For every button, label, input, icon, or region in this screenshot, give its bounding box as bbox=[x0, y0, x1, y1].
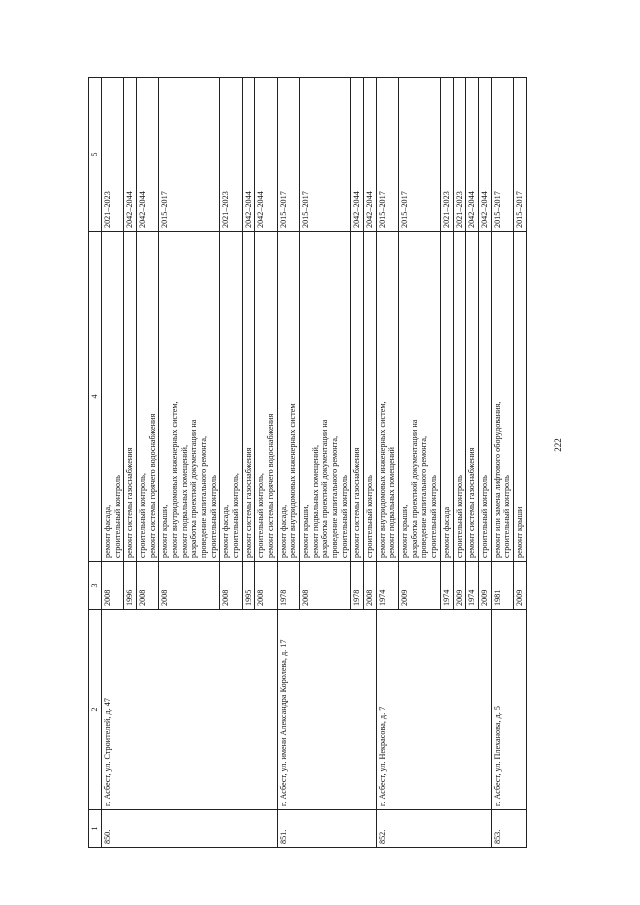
repair-work-item: проведение капитального ремонта, bbox=[199, 435, 209, 558]
repair-work-item: строительный контроль bbox=[502, 475, 512, 558]
repair-work-list bbox=[159, 232, 220, 562]
commission-year: 2008 bbox=[364, 562, 377, 610]
table-row bbox=[376, 78, 398, 848]
repair-work-list bbox=[137, 232, 159, 562]
repair-period: 2015–2017 bbox=[300, 78, 351, 232]
repair-work-item: разработка проектной документации на bbox=[409, 419, 419, 558]
column-header: 2 bbox=[89, 610, 102, 810]
repair-work-item: ремонт внутридомовых инженерных систем, bbox=[377, 401, 387, 558]
repair-work-item: ремонт крыши, bbox=[160, 504, 170, 558]
repair-work-list bbox=[440, 232, 453, 562]
commission-year: 2009 bbox=[513, 562, 526, 610]
repair-work-item: строительный контроль, bbox=[138, 473, 148, 558]
header-row bbox=[89, 78, 102, 848]
repair-work-item: ремонт подвальных помещений bbox=[387, 447, 397, 558]
repair-work-item: ремонт внутридомовых инженерных систем bbox=[288, 403, 298, 558]
object-address: г. Асбест, ул. Плеханова, д. 5 bbox=[491, 610, 526, 810]
commission-year: 2009 bbox=[453, 562, 466, 610]
table-row bbox=[277, 78, 299, 848]
object-number: 851. bbox=[277, 810, 376, 848]
repair-work-item: строительный контроль bbox=[339, 475, 349, 558]
object-address: г. Асбест, ул. Некрасова, д. 7 bbox=[376, 610, 491, 810]
repair-work-list bbox=[491, 232, 513, 562]
repair-period: 2042–2044 bbox=[351, 78, 364, 232]
object-number: 852. bbox=[376, 810, 491, 848]
repair-work-item: ремонт крыши, bbox=[301, 504, 311, 558]
repair-work-item: ремонт системы газоснабжения bbox=[467, 447, 477, 558]
repair-period: 2042–2044 bbox=[478, 78, 491, 232]
repair-work-list bbox=[220, 232, 242, 562]
repair-period: 2015–2017 bbox=[491, 78, 513, 232]
repair-work-item: строительный контроль bbox=[112, 475, 122, 558]
commission-year: 1978 bbox=[351, 562, 364, 610]
repair-work-item: строительный контроль bbox=[208, 475, 218, 558]
table-row bbox=[102, 78, 124, 848]
repair-work-item: ремонт подвальных помещений, bbox=[310, 445, 320, 558]
repair-work-item: строительный контроль, bbox=[256, 473, 266, 558]
repair-work-list bbox=[364, 232, 377, 562]
repair-work-list bbox=[277, 232, 299, 562]
repair-work-item: ремонт фасада bbox=[441, 506, 451, 558]
column-header: 1 bbox=[89, 810, 102, 848]
repair-work-item: ремонт внутридомовых инженерных систем, bbox=[170, 401, 180, 558]
repair-work-list bbox=[102, 232, 124, 562]
repair-period: 2021–2023 bbox=[440, 78, 453, 232]
repair-work-item: разработка проектной документации на bbox=[320, 419, 330, 558]
repair-work-item: проведение капитального ремонта, bbox=[419, 435, 429, 558]
commission-year: 2008 bbox=[102, 562, 124, 610]
repair-work-item: проведение капитального ремонта, bbox=[330, 435, 340, 558]
commission-year: 1974 bbox=[376, 562, 398, 610]
repair-work-list bbox=[124, 232, 137, 562]
object-address: г. Асбест, ул. имени Александра Королева, д. 17 bbox=[277, 610, 376, 810]
column-header: 4 bbox=[89, 232, 102, 562]
repair-work-item: ремонт фасада, bbox=[221, 504, 231, 558]
repair-work-item: ремонт системы горячего водоснабжения bbox=[266, 413, 276, 558]
repair-work-list bbox=[242, 232, 255, 562]
repair-work-list bbox=[478, 232, 491, 562]
commission-year: 2009 bbox=[478, 562, 491, 610]
repair-schedule-table bbox=[88, 77, 527, 848]
repair-period: 2021–2023 bbox=[102, 78, 124, 232]
commission-year: 2008 bbox=[137, 562, 159, 610]
repair-work-list bbox=[300, 232, 351, 562]
repair-period: 2042–2044 bbox=[124, 78, 137, 232]
object-number: 850. bbox=[102, 810, 278, 848]
table-body bbox=[102, 78, 527, 848]
repair-work-list bbox=[376, 232, 398, 562]
repair-work-item: ремонт или замена лифтового оборудования, bbox=[492, 401, 502, 558]
object-address: г. Асбест, ул. Строителей, д. 47 bbox=[102, 610, 278, 810]
repair-work-list bbox=[513, 232, 526, 562]
repair-work-list bbox=[453, 232, 466, 562]
repair-work-list bbox=[351, 232, 364, 562]
repair-work-item: ремонт фасада, bbox=[103, 504, 112, 558]
commission-year: 2008 bbox=[255, 562, 277, 610]
repair-work-item: ремонт крыши, bbox=[400, 504, 410, 558]
commission-year: 1996 bbox=[124, 562, 137, 610]
commission-year: 1981 bbox=[491, 562, 513, 610]
repair-work-item: строительный контроль bbox=[479, 475, 489, 558]
repair-period: 2021–2023 bbox=[220, 78, 242, 232]
commission-year: 1974 bbox=[440, 562, 453, 610]
repair-work-item: ремонт подвальных помещений, bbox=[179, 445, 189, 558]
repair-period: 2042–2044 bbox=[255, 78, 277, 232]
repair-work-item: ремонт системы газоснабжения bbox=[243, 447, 253, 558]
commission-year: 1974 bbox=[466, 562, 479, 610]
table-row bbox=[491, 78, 513, 848]
repair-period: 2015–2017 bbox=[513, 78, 526, 232]
repair-period: 2015–2017 bbox=[277, 78, 299, 232]
column-header: 5 bbox=[89, 78, 102, 232]
repair-work-item: ремонт системы горячего водоснабжения bbox=[147, 413, 157, 558]
repair-period: 2042–2044 bbox=[364, 78, 377, 232]
commission-year: 2008 bbox=[220, 562, 242, 610]
repair-period: 2042–2044 bbox=[466, 78, 479, 232]
page-number: 222 bbox=[553, 438, 563, 452]
repair-work-item: ремонт крыши bbox=[514, 506, 524, 558]
repair-work-item: ремонт системы газоснабжения bbox=[125, 447, 135, 558]
commission-year: 2009 bbox=[399, 562, 441, 610]
repair-work-item: разработка проектной документации на bbox=[189, 419, 199, 558]
repair-period: 2042–2044 bbox=[242, 78, 255, 232]
repair-work-item: строительный контроль, bbox=[231, 473, 241, 558]
repair-period: 2015–2017 bbox=[399, 78, 441, 232]
repair-period: 2015–2017 bbox=[159, 78, 220, 232]
repair-work-item: строительный контроль bbox=[429, 475, 439, 558]
repair-work-list bbox=[255, 232, 277, 562]
repair-work-item: ремонт фасада, bbox=[278, 504, 288, 558]
object-number: 853. bbox=[491, 810, 526, 848]
repair-work-list bbox=[399, 232, 441, 562]
commission-year: 2008 bbox=[159, 562, 220, 610]
repair-period: 2042–2044 bbox=[137, 78, 159, 232]
repair-work-item: строительный контроль bbox=[454, 475, 464, 558]
rotated-table-container bbox=[88, 78, 564, 848]
repair-period: 2021–2023 bbox=[453, 78, 466, 232]
repair-period: 2015–2017 bbox=[376, 78, 398, 232]
commission-year: 2008 bbox=[300, 562, 351, 610]
column-header: 3 bbox=[89, 562, 102, 610]
commission-year: 1978 bbox=[277, 562, 299, 610]
commission-year: 1995 bbox=[242, 562, 255, 610]
repair-work-item: ремонт системы газоснабжения bbox=[352, 447, 362, 558]
repair-work-list bbox=[466, 232, 479, 562]
repair-work-item: строительный контроль bbox=[365, 475, 375, 558]
